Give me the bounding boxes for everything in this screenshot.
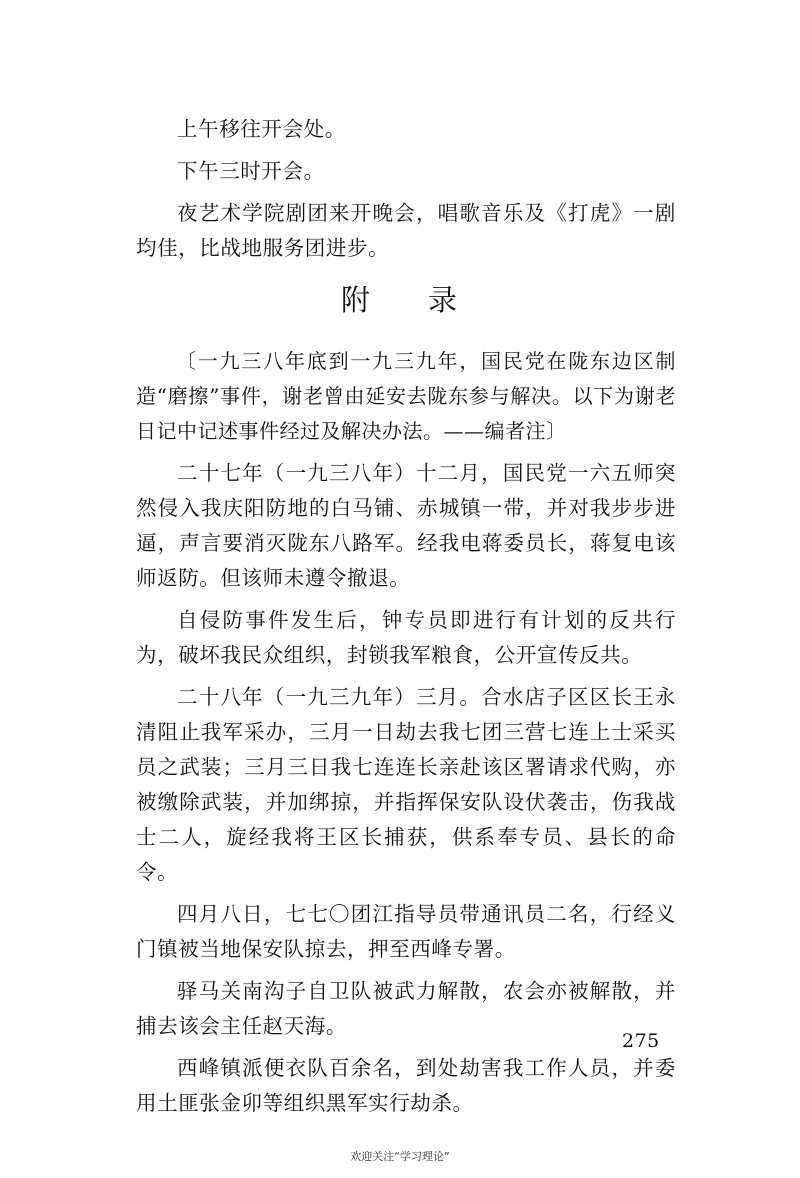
paragraph: 自侵防事件发生后，钟专员即进行有计划的反共行为，破坏我民众组织，封锁我军粮食，公开宣传反共。 <box>136 608 676 667</box>
appendix-text-block <box>136 344 676 1128</box>
paragraph: 二十八年（一九三九年）三月。合水店子区区长王永清阻止我军采办，三月一日劫去我七团三营七连上士采买员之武装；三月三日我七连连长亲赴该区署请求代购，亦被缴除武装，并加绑掠，并指挥保安队设伏袭击，伤我战士二人，旋经我将王区长捕获，供系奉专员、县长的命令。 <box>136 685 676 884</box>
paragraph: 西峰镇派便衣队百余名，到处劫害我工作人员，并委用土匪张金卯等组织黑军实行劫杀。 <box>136 1056 676 1115</box>
section-title <box>0 278 800 319</box>
paragraph: 下午三时开会。 <box>177 159 325 183</box>
paragraph: 夜艺术学院剧团来开晚会，唱歌音乐及《打虎》一剧均佳，比战地服务团进步。 <box>136 201 676 260</box>
paragraph: 上午移往开会处。 <box>177 117 346 141</box>
section-title-char: 录 <box>428 283 460 317</box>
paragraph: 驿马关南沟子自卫队被武力解散，农会亦被解散，并捕去该会主任赵天海。 <box>136 979 676 1038</box>
page-number: 275 <box>622 1030 660 1052</box>
editor-note: 〔一九三八年底到一九三九年，国民党在陇东边区制造“磨擦”事件，谢老曾由延安去陇东参与解决。以下为谢老日记中记述事件经过及解决办法。——编者注〕 <box>136 349 676 443</box>
footer-caption: 欢迎关注“学习理论” <box>350 1150 450 1163</box>
top-text-block <box>136 112 676 273</box>
section-title-char: 附 <box>340 283 372 317</box>
paragraph: 二十七年（一九三八年）十二月，国民党一六五师突然侵入我庆阳防地的白马铺、赤城镇一带，并对我步步进逼，声言要消灭陇东八路军。经我电蒋委员长，蒋复电该师返防。但该师未遵令撤退。 <box>136 461 676 590</box>
paragraph: 四月八日，七七〇团江指导员带通讯员二名，行经义门镇被当地保安队掠去，押至西峰专署。 <box>136 902 676 961</box>
